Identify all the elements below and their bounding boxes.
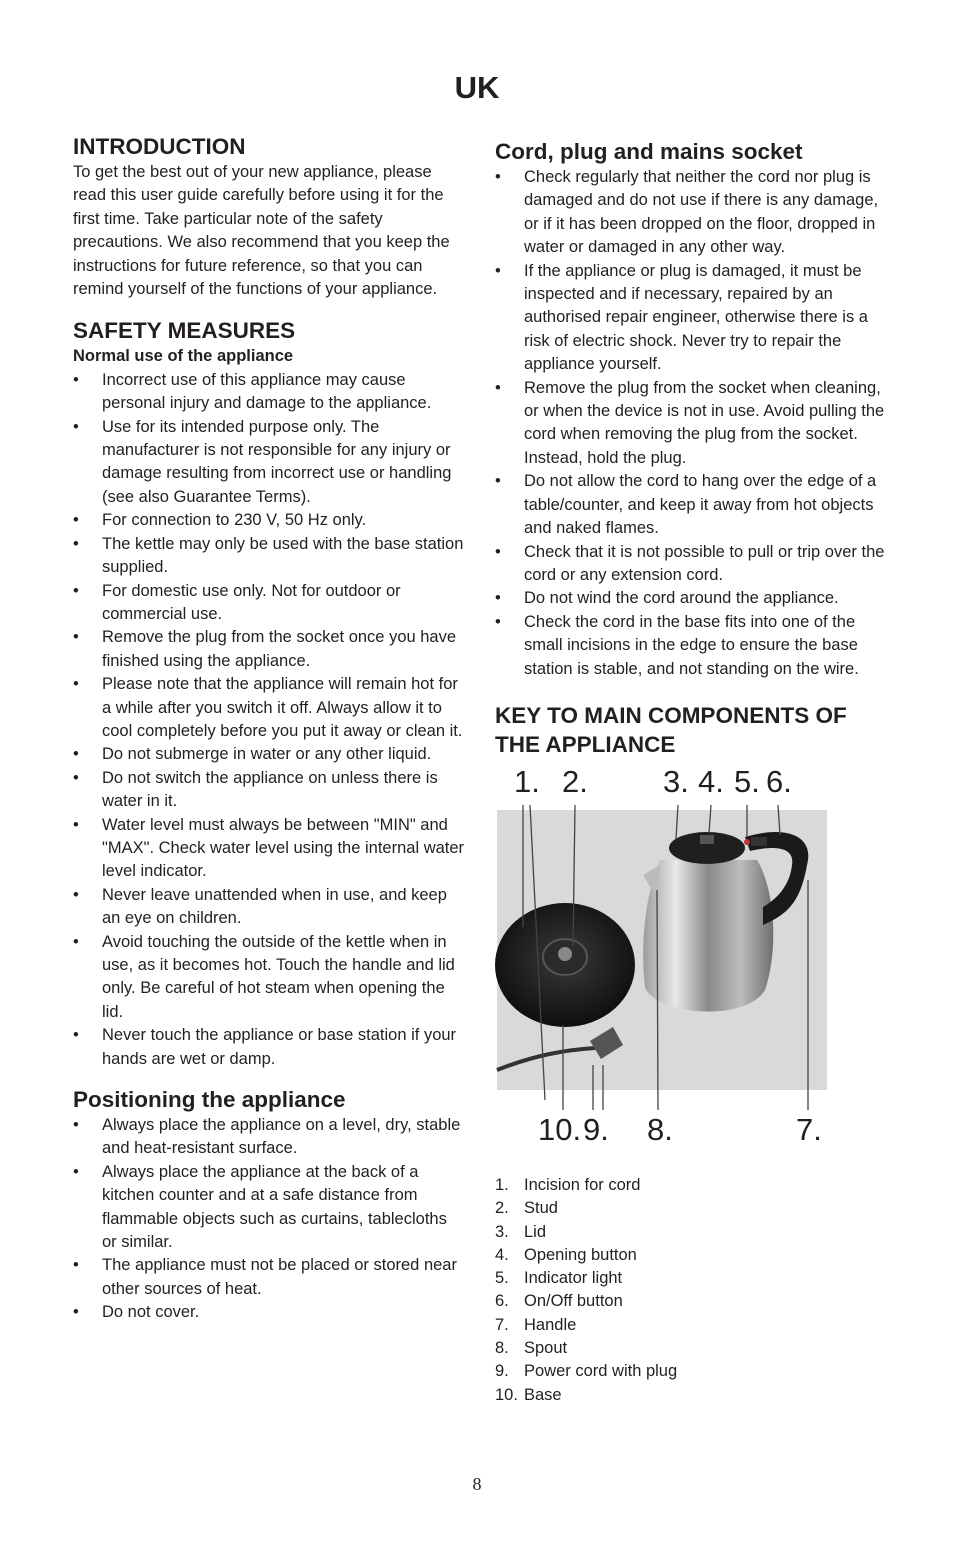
- list-item: [73, 767, 465, 814]
- list-item-text: The kettle may only be used with the base station supplied.: [102, 534, 464, 577]
- component-label: Handle: [524, 1315, 577, 1334]
- positioning-heading: Positioning the appliance: [73, 1087, 346, 1113]
- bullet-icon: •: [73, 745, 79, 764]
- component-label: Lid: [524, 1222, 547, 1241]
- bullet-icon: •: [73, 1303, 79, 1322]
- figure-label-2: 2.: [562, 763, 588, 799]
- list-item: [73, 626, 465, 673]
- figure-label-10: 10.: [538, 1111, 582, 1147]
- component-number: 7.: [495, 1315, 509, 1334]
- component-label: Incision for cord: [524, 1175, 641, 1194]
- kettle-body: [643, 860, 773, 1012]
- list-item-text: Remove the plug from the socket when cleaning, or when the device is not in use. Avoid pulling the cord when removing the plug from the socket. Instead, hold the plug.: [524, 378, 885, 467]
- figure-label-3: 3.: [663, 763, 689, 799]
- list-item-text: Do not submerge in water or any other liquid.: [102, 745, 432, 764]
- component-item: [495, 1221, 885, 1244]
- list-item: [73, 743, 465, 766]
- list-item-text: The appliance must not be placed or stored near other sources of heat.: [102, 1256, 457, 1298]
- list-item: [73, 814, 465, 884]
- list-item: [495, 377, 885, 471]
- list-item: [73, 931, 465, 1025]
- bullet-icon: •: [73, 768, 79, 787]
- list-item-text: Avoid touching the outside of the kettle when in use, as it becomes hot. Touch the handle and lid only. Be careful of hot steam when opening the lid.: [102, 932, 455, 1021]
- cord-list: [495, 166, 885, 681]
- list-item-text: Do not switch the appliance on unless there is water in it.: [102, 768, 438, 811]
- components-list: [495, 1174, 885, 1407]
- bullet-icon: •: [495, 378, 501, 397]
- figure-label-6: 6.: [766, 763, 792, 799]
- component-label: On/Off button: [524, 1292, 623, 1311]
- component-item: [495, 1337, 885, 1360]
- list-item-text: Incorrect use of this appliance may cause personal injury and damage to the appliance.: [102, 370, 432, 413]
- list-item: [73, 1301, 465, 1324]
- bullet-icon: •: [73, 815, 79, 834]
- list-item-text: Never touch the appliance or base station if your hands are wet or damp.: [102, 1026, 457, 1068]
- component-label: Opening button: [524, 1245, 637, 1264]
- left-column: [73, 132, 465, 1325]
- list-item-text: For domestic use only. Not for outdoor or commercial use.: [102, 581, 401, 623]
- list-item: [73, 1161, 465, 1255]
- list-item-text: Always place the appliance at the back of a kitchen counter and at a safe distance from flammable objects such as curtains, tablecloths or similar.: [102, 1162, 447, 1252]
- component-number: 2.: [495, 1199, 509, 1218]
- bullet-icon: •: [73, 885, 79, 904]
- page-title: UK: [454, 70, 500, 105]
- figure-label-8: 8.: [647, 1111, 673, 1147]
- safety-heading: SAFETY MEASURES: [73, 318, 296, 344]
- figure-label-1: 1.: [514, 763, 540, 799]
- figure-label-9: 9.: [583, 1111, 609, 1147]
- list-item-text: Check the cord in the base fits into one of the small incisions in the edge to ensure the base station is stable, and not standing on the wire.: [524, 612, 859, 678]
- list-item-text: Do not wind the cord around the appliance.: [524, 589, 839, 608]
- components-heading: KEY TO MAIN COMPONENTS OF THE APPLIANCE: [495, 702, 847, 757]
- component-number: 3.: [495, 1222, 509, 1241]
- bullet-icon: •: [73, 1026, 79, 1045]
- component-number: 9.: [495, 1362, 509, 1381]
- bullet-icon: •: [495, 612, 501, 631]
- safety-subheading: Normal use of the appliance: [73, 347, 294, 366]
- list-item: [73, 533, 465, 580]
- list-item-text: Remove the plug from the socket once you have finished using the appliance.: [102, 628, 457, 670]
- bullet-icon: •: [73, 1162, 79, 1181]
- bullet-icon: •: [73, 581, 79, 600]
- component-number: 6.: [495, 1292, 509, 1311]
- list-item-text: Do not allow the cord to hang over the edge of a table/counter, and keep it away from hot objects and naked flames.: [524, 472, 877, 538]
- component-item: [495, 1314, 885, 1337]
- list-item: [495, 470, 885, 540]
- bullet-icon: •: [495, 542, 501, 561]
- list-item-text: Do not cover.: [102, 1303, 200, 1322]
- list-item: [73, 509, 465, 532]
- indicator-light-shape: [744, 839, 750, 845]
- bullet-icon: •: [73, 370, 79, 389]
- component-item: [495, 1267, 885, 1290]
- safety-list: [73, 369, 465, 1071]
- list-item: [73, 673, 465, 743]
- component-label: Power cord with plug: [524, 1362, 678, 1381]
- list-item-text: Check regularly that neither the cord nor plug is damaged and do not use if there is any damage, or if it has been dropped on the floor, dropped in water or damaged in any other way.: [524, 168, 879, 257]
- list-item: [495, 611, 885, 681]
- bullet-icon: •: [73, 417, 79, 436]
- component-item: [495, 1244, 885, 1267]
- right-column: [495, 137, 885, 1407]
- component-label: Stud: [524, 1199, 558, 1218]
- cord-heading: Cord, plug and mains socket: [495, 139, 803, 164]
- component-number: 10.: [495, 1385, 518, 1404]
- figure-label-5: 5.: [734, 763, 760, 799]
- on-off-button-shape: [751, 837, 767, 846]
- component-item: [495, 1174, 885, 1197]
- component-number: 1.: [495, 1175, 509, 1194]
- component-label: Base: [524, 1385, 562, 1404]
- component-number: 5.: [495, 1269, 509, 1288]
- page-number: 8: [472, 1474, 482, 1494]
- list-item: [73, 416, 465, 510]
- list-item: [73, 580, 465, 627]
- list-item: [73, 1024, 465, 1071]
- list-item: [495, 587, 885, 610]
- list-item: [495, 541, 885, 588]
- introduction-heading: INTRODUCTION: [73, 134, 246, 159]
- list-item-text: Check that it is not possible to pull or trip over the cord or any extension cord.: [524, 542, 885, 584]
- bullet-icon: •: [73, 932, 79, 951]
- bullet-icon: •: [495, 589, 501, 608]
- list-item: [495, 166, 885, 260]
- list-item: [495, 260, 885, 377]
- list-item: [73, 1114, 465, 1161]
- list-item-text: Always place the appliance on a level, dry, stable and heat-resistant surface.: [102, 1116, 461, 1158]
- list-item-text: Water level must always be between "MIN" and "MAX". Check water level using the internal water level indicator.: [102, 815, 465, 881]
- list-item-text: If the appliance or plug is damaged, it must be inspected and if necessary, repaired by an authorised repair engineer, otherwise there is a risk of electric shock. Never try to repair the appliance yourself.: [524, 261, 868, 374]
- stud-shape: [558, 947, 572, 961]
- bullet-icon: •: [73, 1116, 79, 1135]
- figure-label-4: 4.: [698, 763, 724, 799]
- list-item-text: Never leave unattended when in use, and keep an eye on children.: [102, 885, 447, 928]
- component-number: 4.: [495, 1245, 509, 1264]
- bullet-icon: •: [495, 472, 501, 491]
- component-item: [495, 1197, 885, 1220]
- bullet-icon: •: [495, 168, 501, 186]
- list-item: [73, 884, 465, 931]
- list-item-text: For connection to 230 V, 50 Hz only.: [102, 511, 367, 530]
- bullet-icon: •: [73, 1256, 79, 1275]
- list-item-text: Use for its intended purpose only. The manufacturer is not responsible for any injury or damage resulting from incorrect use or handling (see also Guarantee Terms).: [102, 417, 452, 506]
- bullet-icon: •: [495, 261, 501, 280]
- list-item: [73, 1254, 465, 1301]
- list-item-text: Please note that the appliance will remain hot for a while after you switch it off. Always allow it to cool completely before you put it away or clean it.: [102, 675, 463, 740]
- component-item: [495, 1384, 885, 1407]
- bullet-icon: •: [73, 534, 79, 553]
- bullet-icon: •: [73, 675, 79, 694]
- component-item: [495, 1360, 885, 1383]
- positioning-list: [73, 1114, 465, 1325]
- introduction-text: To get the best out of your new appliance, please read this user guide carefully before using it for the first time. Take particular note of the safety precautions. We also recommend that you keep the instructions for future reference, so that you can remind yourself of the functions of your appliance.: [73, 163, 450, 299]
- list-item: [73, 369, 465, 416]
- bullet-icon: •: [73, 628, 79, 647]
- bullet-icon: •: [73, 511, 79, 530]
- component-label: Spout: [524, 1339, 568, 1358]
- component-number: 8.: [495, 1339, 509, 1358]
- component-label: Indicator light: [524, 1269, 623, 1288]
- figure-label-7: 7.: [796, 1111, 822, 1147]
- kettle-diagram: [495, 765, 885, 1165]
- kettle-illustration: [495, 765, 885, 1165]
- component-item: [495, 1290, 885, 1313]
